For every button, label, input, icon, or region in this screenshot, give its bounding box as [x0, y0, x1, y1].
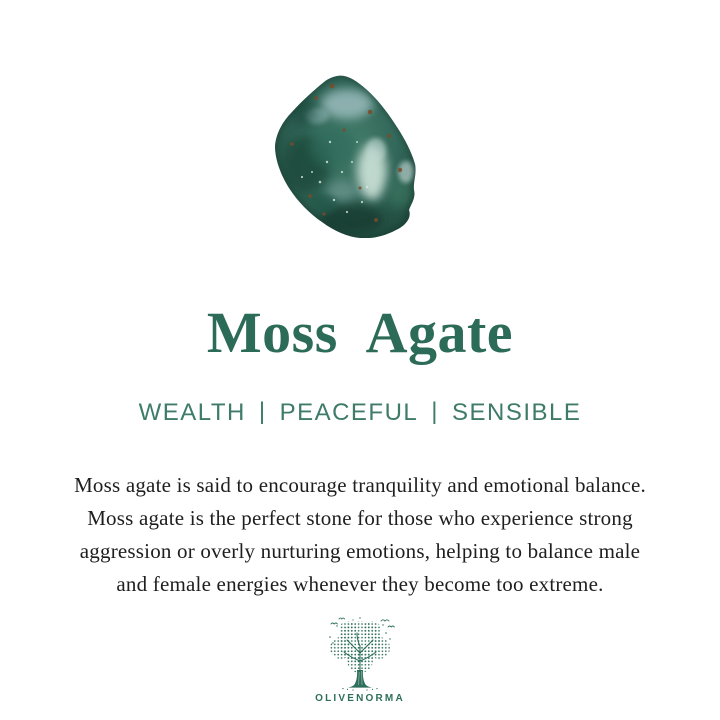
olive-tree-logo-icon	[320, 616, 400, 692]
brand-name: OLIVENORMA	[315, 693, 405, 704]
trait-separator: |	[258, 398, 267, 425]
moss-agate-stone-image	[272, 72, 418, 238]
traits-row	[0, 399, 720, 427]
description-line: Moss agate is said to encourage tranquility and emotional balance.	[74, 473, 646, 497]
description-line: and female energies whenever they become too extreme.	[116, 572, 604, 596]
trait-wealth: WEALTH	[138, 399, 246, 426]
description-paragraph	[40, 469, 680, 601]
description-line: Moss agate is the perfect stone for those who experience strong	[87, 506, 633, 530]
trait-peaceful: PEACEFUL	[279, 399, 419, 426]
description-line: aggression or overly nurturing emotions, helping to balance male	[79, 539, 641, 563]
page-title: Moss Agate	[206, 300, 514, 365]
brand-logo	[0, 616, 720, 704]
trait-sensible: SENSIBLE	[452, 399, 582, 426]
trait-separator: |	[431, 398, 439, 425]
